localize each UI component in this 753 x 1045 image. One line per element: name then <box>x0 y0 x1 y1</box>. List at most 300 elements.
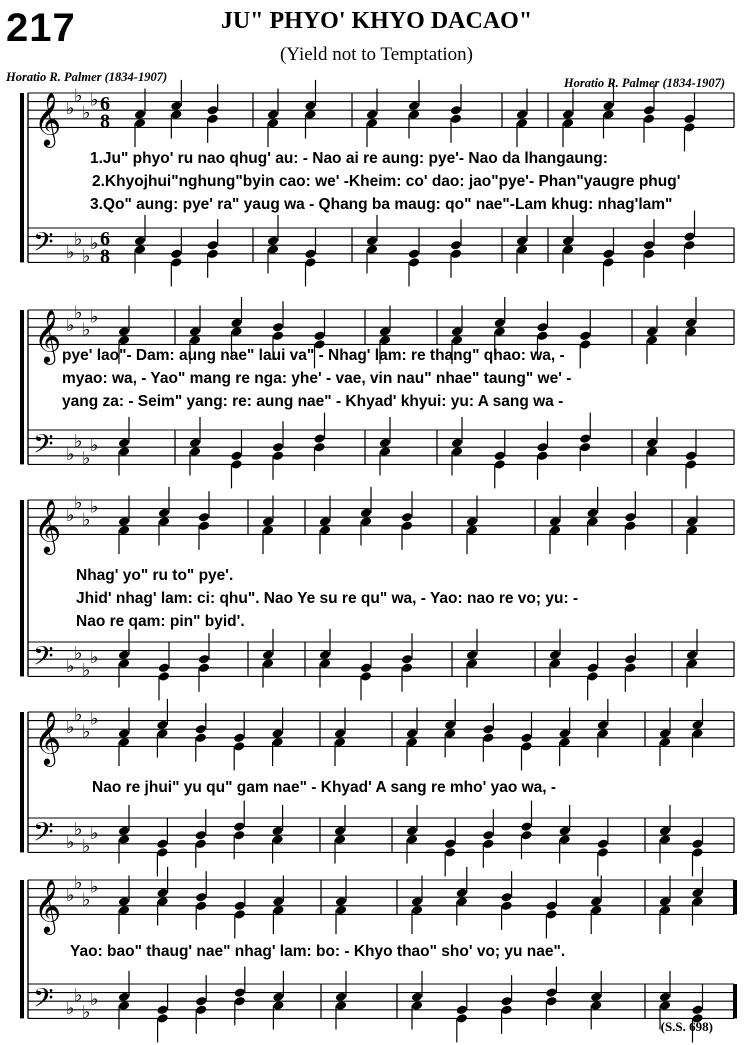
note-head <box>118 650 130 661</box>
lyric-line: 1.Ju" phyo' ru nao qhug' au: - Nao ai re aung: pye'- Nao da lhangaung: <box>90 150 608 167</box>
note-head <box>118 834 130 845</box>
note-head <box>156 728 168 739</box>
note-head <box>500 892 512 903</box>
note-head <box>189 438 201 449</box>
note-head <box>411 905 423 916</box>
flat-sign: ♭ <box>74 85 83 107</box>
note-head <box>597 728 609 739</box>
note-head <box>482 838 494 849</box>
note-head <box>466 650 478 661</box>
note-head <box>118 737 130 748</box>
note-head <box>500 1004 512 1015</box>
note-head <box>233 741 245 752</box>
note-head <box>272 905 284 916</box>
note-head <box>579 330 591 341</box>
note-head <box>545 900 557 911</box>
treble-clef: 𝄞 <box>34 710 62 765</box>
note-head <box>549 525 561 536</box>
flat-sign: ♭ <box>90 306 99 328</box>
note-head <box>230 326 242 337</box>
note-head <box>516 109 528 120</box>
flat-sign: ♭ <box>66 717 75 739</box>
note-head <box>366 118 378 129</box>
note-head <box>334 728 346 739</box>
bass-clef: 𝄢 <box>33 427 54 466</box>
note-head <box>659 737 671 748</box>
note-head <box>267 109 279 120</box>
note-head <box>379 335 391 346</box>
note-head <box>198 662 210 673</box>
flat-sign: ♭ <box>82 1002 91 1024</box>
note-head <box>156 896 168 907</box>
source-reference: (S.S. 698) <box>660 1019 713 1034</box>
note-head <box>643 248 655 259</box>
note-head <box>643 240 655 251</box>
flat-sign: ♭ <box>74 492 83 514</box>
note-head <box>646 446 658 457</box>
note-head <box>683 122 695 133</box>
note-head <box>234 987 246 998</box>
note-head <box>691 838 703 849</box>
note-head <box>189 335 201 346</box>
note-head <box>206 248 218 259</box>
note-head <box>158 516 170 527</box>
note-head <box>691 720 703 731</box>
note-head <box>646 438 658 449</box>
flat-sign: ♭ <box>74 642 83 664</box>
note-head <box>450 248 462 259</box>
note-head <box>118 335 130 346</box>
note-head <box>466 658 478 669</box>
note-head <box>579 433 591 444</box>
note-head <box>451 326 463 337</box>
note-head <box>170 109 182 120</box>
lyric-line: pye' lao"- Dam: aung nae" laui va" - Nhag' lam: re thang" qhao: wa, - <box>62 347 565 364</box>
note-head <box>586 508 598 519</box>
note-head <box>195 900 207 911</box>
note-head <box>685 459 697 470</box>
note-head <box>558 826 570 837</box>
note-head <box>189 446 201 457</box>
note-head <box>590 896 602 907</box>
note-head <box>450 240 462 251</box>
note-head <box>267 118 279 129</box>
note-head <box>406 728 418 739</box>
lyric-line: myao: wa, - Yao" mang re nga: yhe' - vae, vin nau" nhae" taung" we' - <box>62 370 572 387</box>
note-head <box>156 1013 168 1024</box>
note-head <box>456 888 468 899</box>
note-head <box>536 322 548 333</box>
note-head <box>597 720 609 731</box>
note-head <box>646 326 658 337</box>
note-head <box>334 826 346 837</box>
note-head <box>686 525 698 536</box>
note-head <box>586 662 598 673</box>
note-head <box>319 516 331 527</box>
note-head <box>262 650 274 661</box>
note-head <box>158 662 170 673</box>
note-head <box>335 905 347 916</box>
note-head <box>444 728 456 739</box>
note-head <box>408 101 420 112</box>
note-head <box>134 118 146 129</box>
note-head <box>516 244 528 255</box>
note-head <box>602 101 614 112</box>
system-bracket <box>20 880 24 1018</box>
note-head <box>366 236 378 247</box>
note-head <box>643 113 655 124</box>
note-head <box>466 516 478 527</box>
note-head <box>520 741 532 752</box>
note-head <box>271 737 283 748</box>
note-head <box>624 662 636 673</box>
note-head <box>494 459 506 470</box>
note-head <box>134 244 146 255</box>
note-head <box>156 720 168 731</box>
note-head <box>659 826 671 837</box>
note-head <box>118 992 130 1003</box>
note-head <box>234 909 246 920</box>
note-head <box>683 240 695 251</box>
note-head <box>360 508 372 519</box>
flat-sign: ♭ <box>74 704 83 726</box>
note-head <box>494 318 506 329</box>
note-head <box>659 834 671 845</box>
note-head <box>659 992 671 1003</box>
note-head <box>118 905 130 916</box>
note-head <box>624 520 636 531</box>
note-head <box>156 1004 168 1015</box>
flat-sign: ♭ <box>66 505 75 527</box>
note-head <box>272 992 284 1003</box>
flat-sign: ♭ <box>82 246 91 268</box>
note-head <box>408 248 420 259</box>
flat-sign: ♭ <box>74 818 83 840</box>
note-head <box>206 113 218 124</box>
flat-sign: ♭ <box>90 989 99 1011</box>
note-head <box>520 830 532 841</box>
note-head <box>271 834 283 845</box>
note-head <box>549 658 561 669</box>
note-head <box>444 720 456 731</box>
note-head <box>558 737 570 748</box>
note-head <box>272 896 284 907</box>
note-head <box>195 838 207 849</box>
lyric-line: Jhid' nhag' lam: ci: qhu". Nao Ye su re qu" wa, - Yao: nao re vo; yu: - <box>76 590 579 607</box>
treble-clef: 𝄞 <box>34 91 62 146</box>
note-head <box>379 446 391 457</box>
note-head <box>408 109 420 120</box>
note-head <box>691 847 703 858</box>
note-head <box>545 909 557 920</box>
note-head <box>158 671 170 682</box>
note-head <box>189 326 201 337</box>
note-head <box>401 654 413 665</box>
note-head <box>234 996 246 1007</box>
note-head <box>233 821 245 832</box>
note-head <box>494 326 506 337</box>
note-head <box>233 732 245 743</box>
note-head <box>156 838 168 849</box>
note-head <box>262 516 274 527</box>
flat-sign: ♭ <box>82 102 91 124</box>
flat-sign: ♭ <box>90 496 99 518</box>
note-head <box>685 326 697 337</box>
note-head <box>198 520 210 531</box>
lyric-line: Nhag' yo" ru to" pye'. <box>76 567 234 584</box>
note-head <box>195 724 207 735</box>
flat-sign: ♭ <box>90 876 99 898</box>
note-head <box>118 728 130 739</box>
note-head <box>233 830 245 841</box>
note-head <box>335 992 347 1003</box>
note-head <box>411 896 423 907</box>
flat-sign: ♭ <box>66 885 75 907</box>
system-bracket <box>20 712 24 852</box>
note-head <box>319 525 331 536</box>
flat-sign: ♭ <box>66 997 75 1019</box>
note-head <box>659 728 671 739</box>
treble-clef: 𝄞 <box>34 878 62 933</box>
note-head <box>624 654 636 665</box>
note-head <box>118 326 130 337</box>
note-head <box>602 248 614 259</box>
flat-sign: ♭ <box>82 319 91 341</box>
note-head <box>401 662 413 673</box>
note-head <box>659 905 671 916</box>
note-head <box>334 737 346 748</box>
note-head <box>516 236 528 247</box>
final-bar <box>733 984 737 1018</box>
note-head <box>516 118 528 129</box>
note-head <box>597 847 609 858</box>
note-head <box>304 101 316 112</box>
note-head <box>271 728 283 739</box>
note-head <box>408 257 420 268</box>
note-head <box>602 257 614 268</box>
note-head <box>536 442 548 453</box>
note-head <box>118 658 130 669</box>
flat-sign: ♭ <box>82 448 91 470</box>
note-head <box>313 330 325 341</box>
note-head <box>686 658 698 669</box>
note-head <box>334 834 346 845</box>
flat-sign: ♭ <box>82 836 91 858</box>
flat-sign: ♭ <box>90 647 99 669</box>
final-bar <box>733 880 737 914</box>
bass-clef: 𝄢 <box>33 981 54 1020</box>
note-head <box>659 896 671 907</box>
note-head <box>406 826 418 837</box>
note-head <box>494 450 506 461</box>
note-head <box>230 459 242 470</box>
flat-sign: ♭ <box>90 823 99 845</box>
flat-sign: ♭ <box>82 889 91 911</box>
note-head <box>520 732 532 743</box>
note-head <box>590 992 602 1003</box>
note-head <box>156 888 168 899</box>
flat-sign: ♭ <box>66 443 75 465</box>
flat-sign: ♭ <box>66 831 75 853</box>
flat-sign: ♭ <box>82 509 91 531</box>
note-head <box>304 248 316 259</box>
note-head <box>602 109 614 120</box>
time-signature-bottom: 8 <box>100 110 110 133</box>
note-head <box>170 257 182 268</box>
note-head <box>500 900 512 911</box>
note-head <box>195 892 207 903</box>
note-head <box>456 896 468 907</box>
note-head <box>536 450 548 461</box>
note-head <box>597 838 609 849</box>
note-head <box>379 438 391 449</box>
note-head <box>646 335 658 346</box>
note-head <box>451 335 463 346</box>
hymn-title: JU" PHYO' KHYO DACAO" <box>220 8 533 34</box>
bass-clef: 𝄢 <box>33 815 54 854</box>
note-head <box>118 525 130 536</box>
note-head <box>379 326 391 337</box>
flat-sign: ♭ <box>66 98 75 120</box>
note-head <box>549 516 561 527</box>
system-bracket <box>20 310 24 464</box>
flat-sign: ♭ <box>90 233 99 255</box>
note-head <box>590 905 602 916</box>
flat-sign: ♭ <box>74 872 83 894</box>
lyric-line: Nao re qam: pin" byid'. <box>76 613 245 630</box>
note-head <box>643 105 655 116</box>
system-bracket <box>20 500 24 676</box>
note-head <box>579 442 591 453</box>
note-head <box>482 724 494 735</box>
note-head <box>586 671 598 682</box>
note-head <box>451 446 463 457</box>
flat-sign: ♭ <box>66 315 75 337</box>
treble-clef: 𝄞 <box>34 498 62 553</box>
note-head <box>579 339 591 350</box>
note-head <box>401 520 413 531</box>
flat-sign: ♭ <box>90 708 99 730</box>
note-head <box>360 671 372 682</box>
note-head <box>319 658 331 669</box>
note-head <box>691 888 703 899</box>
flat-sign: ♭ <box>66 241 75 263</box>
note-head <box>170 101 182 112</box>
treble-clef: 𝄞 <box>34 308 62 363</box>
note-head <box>118 438 130 449</box>
note-head <box>450 105 462 116</box>
author-credit: Horatio R. Palmer (1834-1907) <box>563 76 725 90</box>
note-head <box>118 826 130 837</box>
note-head <box>456 1013 468 1024</box>
hymn-subtitle: (Yield not to Temptation) <box>279 44 474 65</box>
flat-sign: ♭ <box>90 89 99 111</box>
note-head <box>536 330 548 341</box>
flat-sign: ♭ <box>74 228 83 250</box>
time-signature-bottom: 8 <box>100 245 110 268</box>
note-head <box>319 650 331 661</box>
lyric-line: 3.Qo" aung: pye' ra" yaug wa - Qhang ba maug: qo" nae"-Lam khug: nhag'lam" <box>90 196 673 213</box>
bass-clef: 𝄢 <box>33 225 54 264</box>
note-head <box>562 118 574 129</box>
note-head <box>444 847 456 858</box>
note-head <box>262 658 274 669</box>
note-head <box>562 109 574 120</box>
note-head <box>624 512 636 523</box>
note-head <box>683 231 695 242</box>
note-head <box>158 508 170 519</box>
note-head <box>683 113 695 124</box>
note-head <box>360 516 372 527</box>
note-head <box>195 996 207 1007</box>
note-head <box>335 896 347 907</box>
flat-sign: ♭ <box>90 435 99 457</box>
note-head <box>134 236 146 247</box>
note-head <box>520 821 532 832</box>
note-head <box>401 512 413 523</box>
note-head <box>234 900 246 911</box>
bass-clef: 𝄢 <box>33 639 54 678</box>
note-head <box>313 433 325 444</box>
lyric-line: yang za: - Seim" yang: re: aung nae" - Khyad' khyui: yu: A sang wa - <box>62 393 564 410</box>
note-head <box>562 244 574 255</box>
note-head <box>444 838 456 849</box>
note-head <box>156 847 168 858</box>
note-head <box>562 236 574 247</box>
time-signature-top: 6 <box>100 93 110 116</box>
note-head <box>206 105 218 116</box>
note-head <box>406 737 418 748</box>
note-head <box>272 330 284 341</box>
note-head <box>590 1000 602 1011</box>
flat-sign: ♭ <box>82 721 91 743</box>
note-head <box>134 109 146 120</box>
note-head <box>118 516 130 527</box>
note-head <box>206 240 218 251</box>
hymn-number: 217 <box>6 6 76 50</box>
note-head <box>360 662 372 673</box>
note-head <box>685 450 697 461</box>
note-head <box>500 996 512 1007</box>
system-bracket <box>20 93 24 262</box>
lyric-line: Nao re jhui" yu qu" gam nae" - Khyad' A sang re mho' yao wa, - <box>92 779 557 796</box>
note-head <box>466 525 478 536</box>
note-head <box>230 318 242 329</box>
note-head <box>686 650 698 661</box>
note-head <box>456 1004 468 1015</box>
note-head <box>545 996 557 1007</box>
note-head <box>267 236 279 247</box>
lyric-line: 2.Khyojhui"nghung"byin cao: we' -Kheim: co' dao: jao"pye'- Phan"yaugre phug' <box>92 173 681 190</box>
note-head <box>691 1004 703 1015</box>
note-head <box>304 109 316 120</box>
note-head <box>118 1000 130 1011</box>
note-head <box>450 113 462 124</box>
flat-sign: ♭ <box>74 302 83 324</box>
note-head <box>545 987 557 998</box>
note-head <box>195 1004 207 1015</box>
time-signature-top: 6 <box>100 228 110 251</box>
note-head <box>262 525 274 536</box>
note-head <box>335 1000 347 1011</box>
note-head <box>406 834 418 845</box>
flat-sign: ♭ <box>74 984 83 1006</box>
note-head <box>272 450 284 461</box>
note-head <box>198 512 210 523</box>
note-head <box>586 516 598 527</box>
lyric-line: Yao: bao" thaug' nae" nhag' lam: bo: - Khyo thao" sho' vo; yu nae". <box>70 943 566 960</box>
note-head <box>482 830 494 841</box>
